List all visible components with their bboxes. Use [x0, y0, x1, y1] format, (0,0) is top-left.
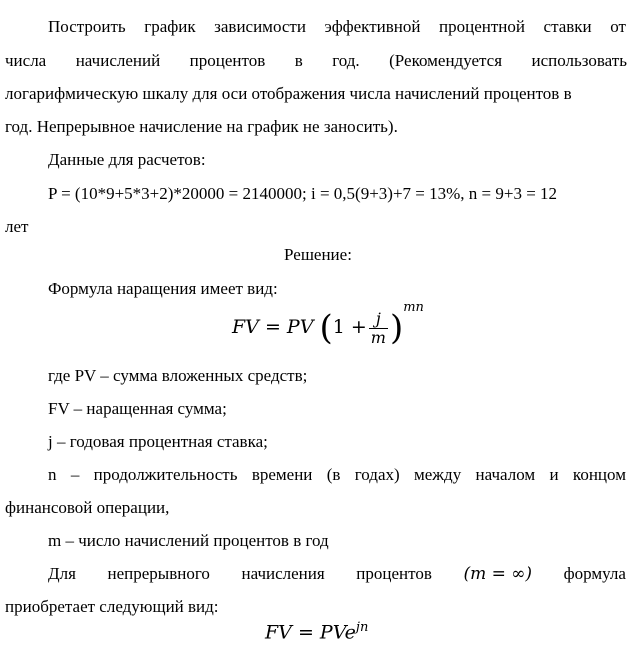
- word: год.: [332, 51, 360, 70]
- word: числа: [5, 51, 47, 70]
- word: и: [549, 465, 559, 484]
- word: непрерывного: [107, 564, 210, 583]
- definition-fv: FV – наращенная сумма;: [48, 399, 227, 418]
- task-line-2: [5, 51, 627, 71]
- data-line-2: лет: [5, 217, 29, 236]
- word: от: [610, 17, 626, 36]
- word: формула: [563, 564, 626, 583]
- word: в: [294, 51, 303, 70]
- data-line-1: P = (10*9+5*3+2)*20000 = 2140000; i = 0,5(9+3)+7 = 13%, n = 9+3 = 12: [48, 184, 558, 203]
- paren-open: (: [319, 308, 333, 348]
- word: Построить: [48, 17, 126, 36]
- formula2-base: FV = PVe: [265, 621, 356, 644]
- formula-continuous: [265, 620, 368, 643]
- word: процентной: [439, 17, 525, 36]
- formula-lhs: FV = PV: [232, 316, 314, 338]
- fraction-num: j: [369, 310, 388, 329]
- word: продолжительность: [93, 465, 238, 484]
- word: эффективной: [324, 17, 421, 36]
- word: концом: [572, 465, 626, 484]
- word: –: [70, 465, 80, 484]
- solution-heading: Решение:: [284, 245, 352, 264]
- word: зависимости: [214, 17, 306, 36]
- definition-m: m – число начислений процентов в год: [48, 531, 329, 550]
- word: процентов: [189, 51, 266, 70]
- word: Для: [48, 564, 76, 583]
- word: началом: [475, 465, 536, 484]
- word: (m = ∞): [463, 564, 533, 584]
- task-line-1: [48, 17, 626, 37]
- word: начисления: [241, 564, 325, 583]
- formula2-exponent: jn: [355, 620, 369, 635]
- definition-n-line-1: [48, 465, 626, 485]
- word: использовать: [531, 51, 627, 70]
- task-line-3: логарифмическую шкалу для оси отображения числа начислений процентов в: [5, 84, 572, 103]
- word: годах): [354, 465, 400, 484]
- word: (Рекомендуется: [389, 51, 503, 70]
- fraction-den: m: [370, 327, 386, 347]
- word: график: [144, 17, 196, 36]
- fraction-j-over-m: [369, 310, 388, 347]
- formula-one-plus: 1 +: [332, 316, 367, 338]
- word: начислений: [75, 51, 161, 70]
- word: между: [414, 465, 462, 484]
- definition-n-line-2: финансовой операции,: [5, 498, 170, 517]
- continuous-line-2: приобретает следующий вид:: [5, 597, 219, 616]
- word: n: [48, 465, 57, 484]
- word: времени: [251, 465, 313, 484]
- continuous-line-1: [48, 564, 626, 584]
- paren-close: ): [389, 308, 404, 348]
- definition-j: j – годовая процентная ставка;: [48, 432, 268, 451]
- task-line-4: год. Непрерывное начисление на график не заносить).: [5, 117, 398, 136]
- word: ставки: [543, 17, 592, 36]
- formula-exponent: mn: [403, 300, 424, 315]
- word: процентов: [356, 564, 432, 583]
- definition-pv: где PV – сумма вложенных средств;: [48, 366, 308, 385]
- data-label: Данные для расчетов:: [48, 150, 206, 169]
- formula-compound: [232, 300, 424, 347]
- formula-intro: Формула наращения имеет вид:: [48, 279, 278, 298]
- word: (в: [326, 465, 341, 484]
